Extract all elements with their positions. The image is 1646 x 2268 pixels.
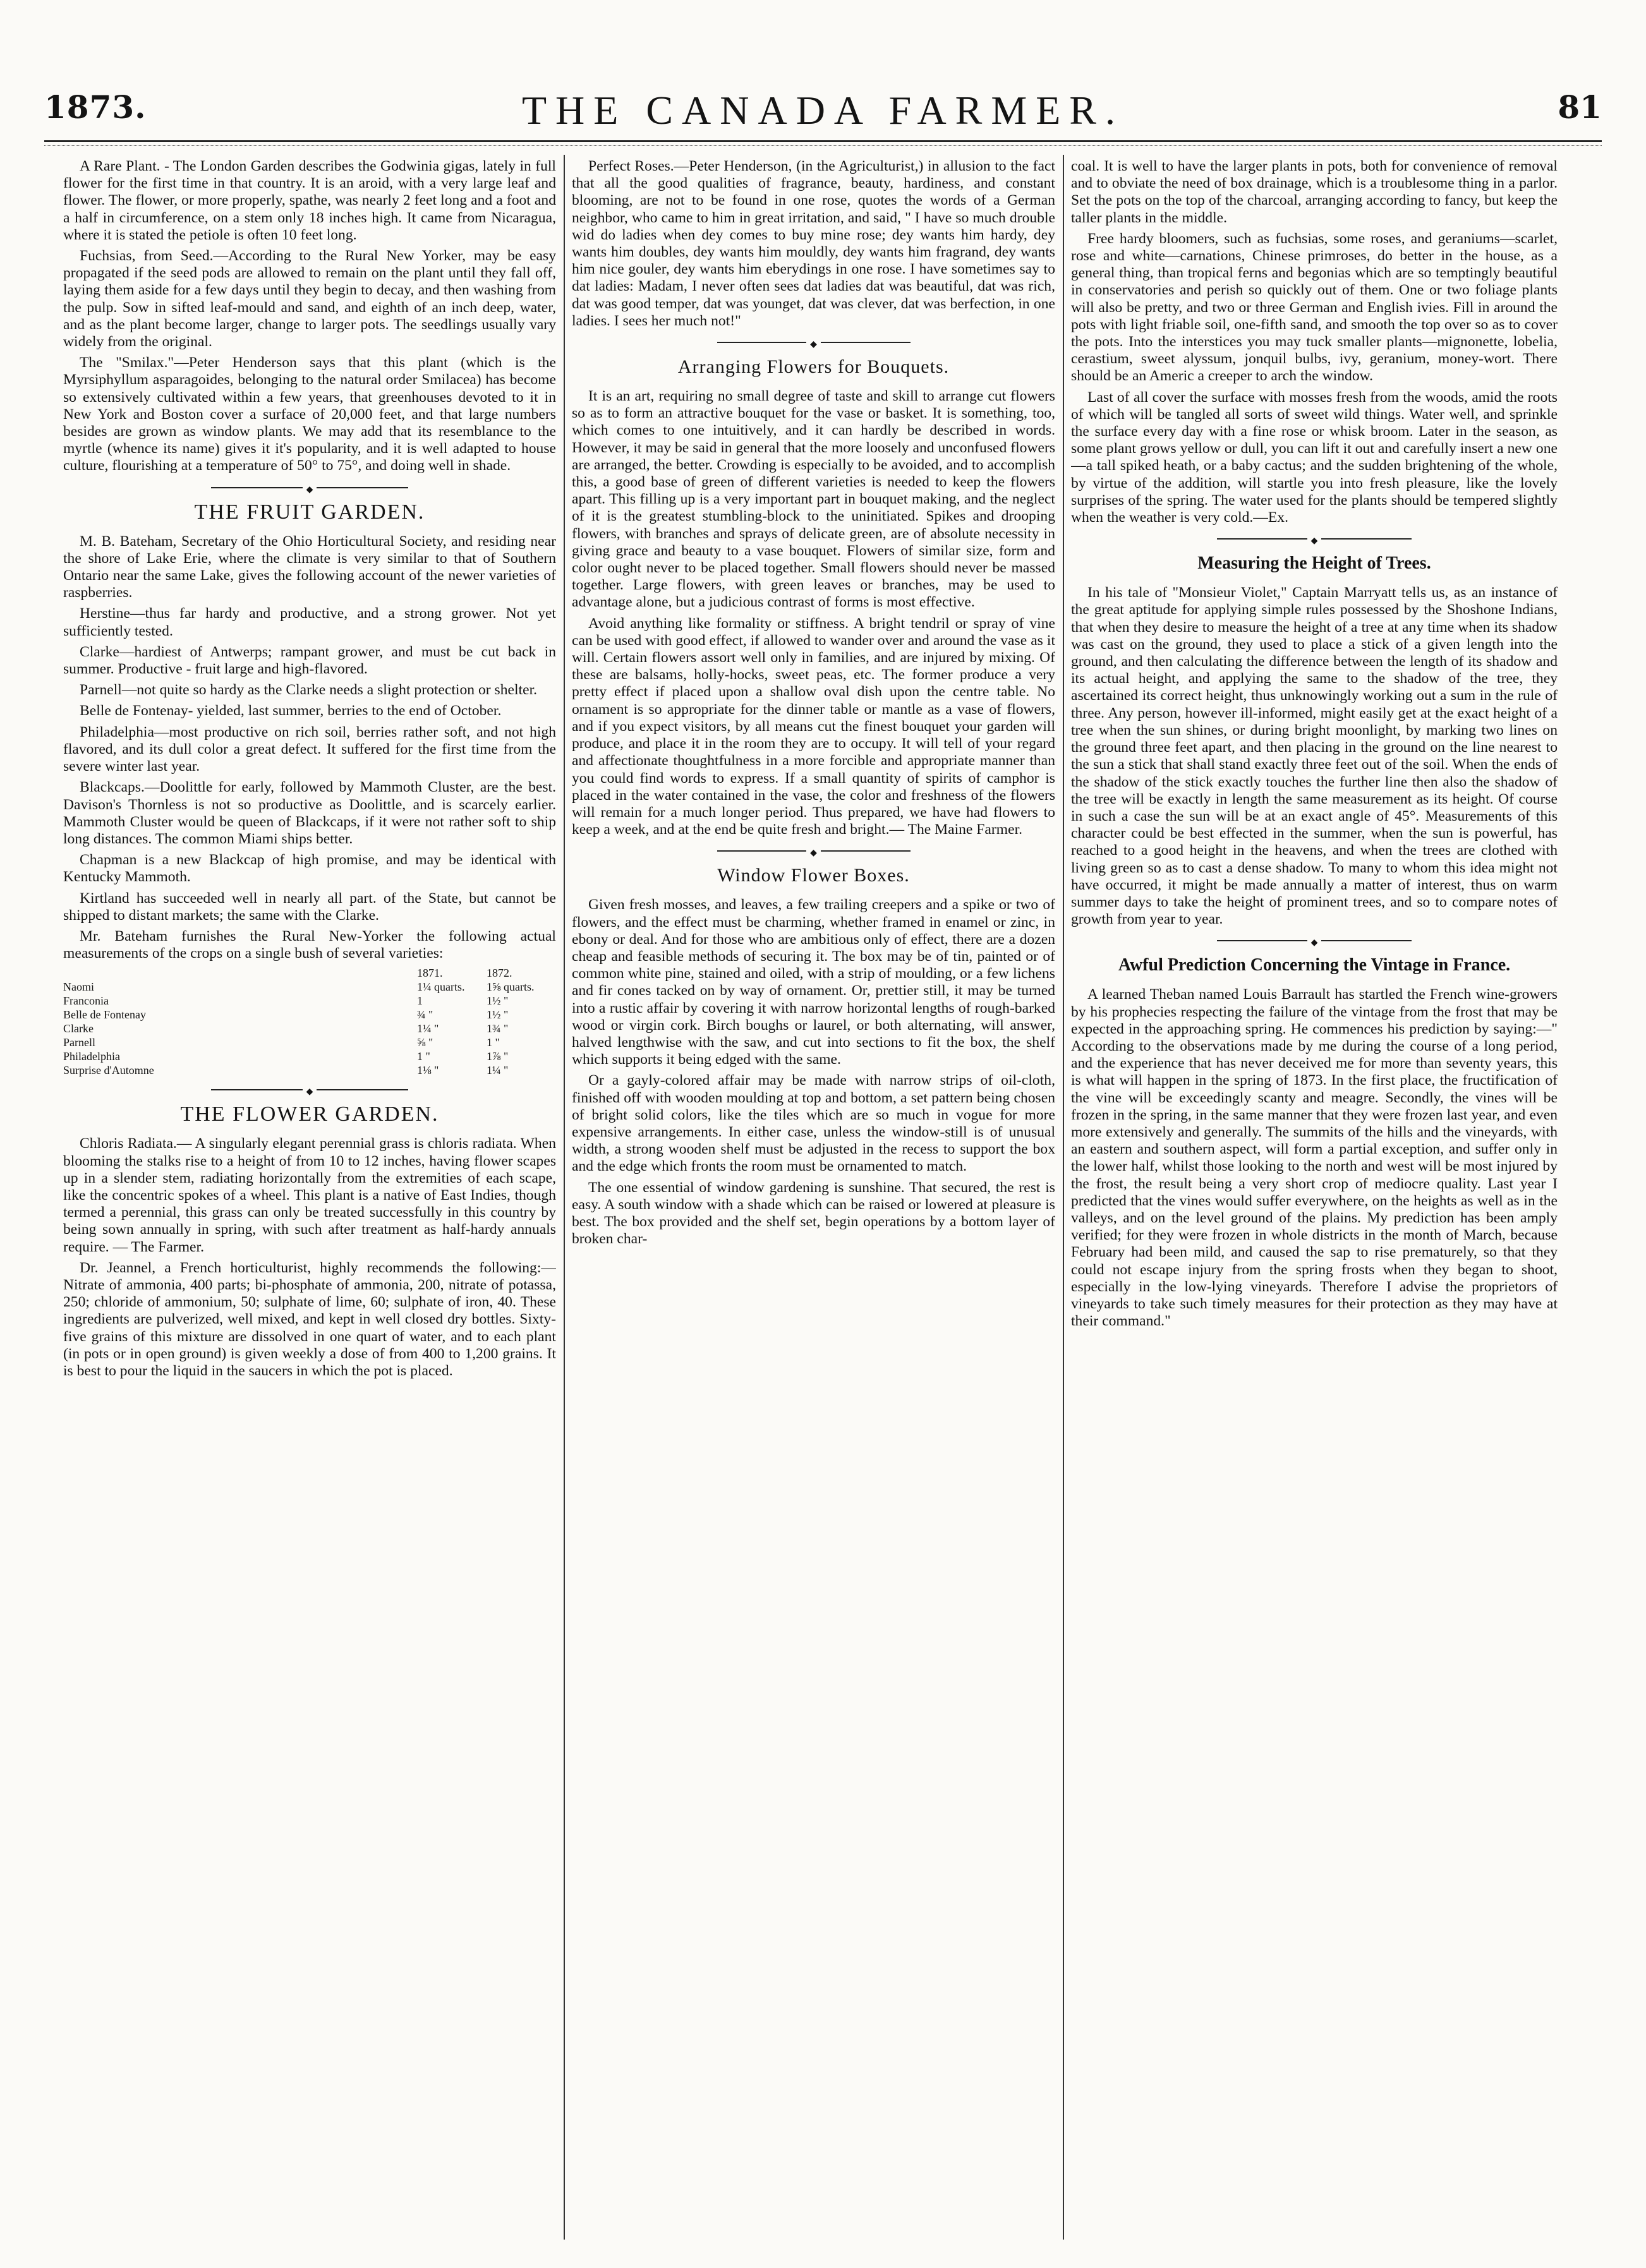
- article-perfect-roses: Perfect Roses.—Peter Henderson, (in the Agriculturist,) in allusion to the fact that all the good qualities of fragrance, beauty, hardiness, and constant blooming, are not to be found in one rose, quotes the words of a German neighbor, who came to him in great irritation, and said, " I have so much drouble wid do ladies when dey comes to buy mine rose; dey wants him hardy, dey wants him doubles, dey wants him mouldly, dey wants him fragrand, dey wants him nice gouler, dey wants him eberydings in one rose. I have sometimes say to dat ladies: Madam, I never often sees dat ladies dat was beautiful, dat was rich, dat was good temper, dat was younget, dat was clever, dat was berfection, in one ladies. I sees her much not!": [572, 158, 1055, 329]
- yield-value: 1⅛ ": [417, 1064, 439, 1077]
- yield-table: [63, 966, 556, 1077]
- page-number: 81: [1558, 88, 1602, 126]
- yield-variety: Clarke: [63, 1022, 94, 1035]
- column-3: [1071, 158, 1558, 2243]
- yield-row: [63, 1022, 556, 1035]
- section-ornament: [1071, 534, 1558, 543]
- yield-value: 1: [417, 994, 423, 1008]
- yield-year: 1872.: [487, 967, 512, 980]
- yield-variety: Parnell: [63, 1036, 95, 1049]
- bateham-note: Mr. Bateham furnishes the Rural New-Yorker the following actual measurements of the crops on a single bush of several varieties:: [63, 927, 556, 962]
- section-ornament: [1071, 936, 1558, 944]
- yield-value: 1¼ quarts.: [417, 980, 465, 994]
- article-rare-plant: A Rare Plant. - The London Garden describes the Godwinia gigas, lately in full flower for the first time in that country. It is an aroid, with a very large leaf and flower. The flower, or more properly, spathe, was nearly 2 feet long and a foot and a half in circumference, on a stem only 18 inches high. It came from Nicaragua, where it is stated the petiole is often 10 feet long.: [63, 158, 556, 243]
- variety-kirtland: Kirtland has succeeded well in nearly all part. of the State, but cannot be shipped to distant markets; the same with the Clarke.: [63, 890, 556, 924]
- column-divider: [564, 155, 565, 2240]
- section-heading-trees: Measuring the Height of Trees.: [1197, 553, 1431, 574]
- window-paragraph: Last of all cover the surface with mosses fresh from the woods, amid the roots of which will be tangled all sorts of sweet wild things. Water well, and sprinkle the surface every day with a fine rose or whisk broom. Later in the season, as some plant grows yellow or dull, you can lift it out and carefully insert a new one—a tall spiked heath, or a baby cactus; and the sudden brightening of the whole, by virtue of the addition, will startle you into fresh pleasure, like the lovely surprises of the spring. The water used for the plants should be tempered slightly when the weather is very cold.—Ex.: [1071, 389, 1558, 526]
- yield-variety: Belle de Fontenay: [63, 1008, 146, 1022]
- window-paragraph: Free hardy bloomers, such as fuchsias, some roses, and geraniums—scarlet, rose and white—carnations, Chinese primroses, do better in the house, as a general thing, than tropical ferns and begonias which are so temptingly beautiful in conservatories and perish so quickly out of them. One or two foliage plants will also be pretty, and two or three German and English ivies. Fill in around the pots with light friable soil, one-fifth sand, and smooth the top over so as to cover the pots. Into the interstices you may tuck smaller plants—mignonette, lobelia, cerastium, sweet alyssum, jonquil bulbs, ivy, geranium, money-wort. There should be an Americ a creeper to arch the window.: [1071, 230, 1558, 385]
- yield-table-header: [63, 966, 556, 980]
- window-paragraph: The one essential of window gardening is sunshine. That secured, the rest is easy. A south window with a shade which can be raised or lowered at pleasure is best. The box provided and the shelf set, begin operations by a bottom layer of broken char-: [572, 1179, 1055, 1248]
- yield-year: 1871.: [417, 967, 443, 980]
- section-heading-fruit-garden: THE FRUIT GARDEN.: [194, 500, 425, 524]
- variety-belle: Belle de Fontenay- yielded, last summer, berries to the end of October.: [80, 703, 502, 720]
- variety-blackcaps: Blackcaps.—Doolittle for early, followed by Mammoth Cluster, are the best. Davison's Thornless is not so productive as Doolittle, and is scarcely earlier. Mammoth Cluster would be queen of Blackcaps, if it were not rather soft to ship long distances. The common Miami ships better.: [63, 779, 556, 847]
- yield-row: [63, 994, 556, 1008]
- header-rule: [44, 140, 1602, 142]
- yield-value: 1¼ ": [417, 1022, 439, 1035]
- yield-variety: Philadelphia: [63, 1050, 120, 1063]
- yield-value: 1 ": [417, 1050, 430, 1063]
- yield-value: 1⅞ ": [487, 1050, 509, 1063]
- section-heading-window-boxes: Window Flower Boxes.: [717, 865, 910, 886]
- masthead-title: THE CANADA FARMER.: [521, 88, 1125, 133]
- column-2: [572, 158, 1055, 2243]
- section-ornament: [63, 483, 556, 492]
- window-continued: coal. It is well to have the larger plants in pots, both for convenience of removal and to obviate the need of box drainage, which is a troublesome thing in a parlor. Set the pots on the top of the charcoal, arranging according to fancy, but keep the taller plants in the middle.: [1071, 158, 1558, 226]
- variety-clarke: Clarke—hardiest of Antwerps; rampant grower, and must be cut back in summer. Productive - fruit large and high-flavored.: [63, 643, 556, 678]
- header-year: 1873.: [44, 88, 147, 126]
- article-smilax: The "Smilax."—Peter Henderson says that this plant (which is the Myrsiphyllum asparagoides, belonging to the natural order Smilacea) has become so extensively cultivated within a few years, that greenhouses devoted to it in New York and Boston cover a surface of 20,000 feet, and that large numbers besides are grown as window plants. We may add that its resemblance to the myrtle (whence its name) gives it it's popularity, and it is well adapted to house culture, flourishing at a temperature of 50° to 75°, and doing well in shade.: [63, 354, 556, 474]
- yield-value: 1½ ": [487, 1008, 509, 1022]
- window-paragraph: Given fresh mosses, and leaves, a few trailing creepers and a spike or two of flowers, and the effect must be charming, whether framed in enamel or zinc, in ebony or deal. And for those who are ambitious only of effect, there are a dozen cheap and feasible methods of securing it. The box may be of tin, painted or of common white pine, stained and oiled, with a strip of moulding, or a few lichens and fir cones tacked on by way of ornament. Or, prettier still, it may be turned into a rustic affair by covering it with narrow horizontal lengths of rough-barked wood or virgin cork. Birch boughs or laurel, or both alternating, will answer, halved lengthwise with the saw, and cut into sections to fit the box, the shelf which supports it being edged with the same.: [572, 896, 1055, 1068]
- section-ornament: [63, 1085, 556, 1094]
- yield-row: [63, 980, 556, 994]
- yield-value: 1¾ ": [487, 1022, 509, 1035]
- column-divider: [1063, 155, 1064, 2240]
- fruit-intro: M. B. Bateham, Secretary of the Ohio Horticultural Society, and residing near the shore of Lake Erie, where the climate is very similar to that of Southern Ontario near the same Lake, gives the following account of the newer varieties of raspberries.: [63, 533, 556, 601]
- yield-value: 1½ ": [487, 994, 509, 1008]
- yield-value: 1¼ ": [487, 1064, 509, 1077]
- section-ornament: [572, 337, 1055, 346]
- article-fuchsias: Fuchsias, from Seed.—According to the Rural New Yorker, may be easy propagated if the seed pods are allowed to remain on the plant until they fall off, laying them aside for a few days until they begin to decay, and then washing from the pulp. Sow in sifted leaf-mould and sand, and eighth of an inch deep, water, and as the plant become larger, change to larger pots. The seedlings usually vary widely from the original.: [63, 248, 556, 351]
- section-ornament: [572, 846, 1055, 855]
- yield-value: ⅝ ": [417, 1036, 433, 1049]
- yield-value: ¾ ": [417, 1008, 433, 1022]
- section-heading-flower-garden: THE FLOWER GARDEN.: [180, 1102, 439, 1126]
- bouquets-paragraph: It is an art, requiring no small degree of taste and skill to arrange cut flowers so as to form an attractive bouquet for the vase or basket. It is something, too, which comes to one intuitively, and it can hardly be described in words. However, it may be said in general that the more loosely and unconfused flowers are arranged, the better. Crowding is especially to be avoided, and to accomplish this, a good base of green of different varieties is needed to keep the flowers apart. This filling up is a very important part in bouquet making, and the neglect of it is the greatest stumbling-block to the uninitiated. Spikes and drooping flowers, with branches and sprays of delicate green, are of absolute necessity in giving grace and beauty to a vase bouquet. Flowers of similar size, form and color ought never to be placed together. Small flowers should never be massed together. Large flowers, with green leaves or branches, may be used to advantage alone, but a judicious contrast of forms is most effective.: [572, 388, 1055, 611]
- vintage-paragraph: A learned Theban named Louis Barrault has startled the French wine-growers by his prophecies respecting the failure of the vintage from the frost that may be expected in the approaching spring. He commences his prediction by saying:—" According to the observations made by me during the course of a long period, and the experience that has never deceived me for more than seventy years, this is what will happen in the spring of 1873. In the first place, the fructification of the vine will be exceedingly scanty and meagre. Secondly, the vines will be frozen in the spring, in the same manner that they were frozen last year, and even more extensively and generally. The summits of the hills and the vineyards, with an eastern and southern aspect, will form a partial exception, and suffer only in the lower half, whilst those looking to the north and west will be most injured by the frost, the result being a very short crop of mediocre quality. Last year I predicted that the vines would suffer everywhere, on the heights as well as in the valleys, and on the level ground of the plains. My prediction has been amply verified; for they were frozen in whole districts in the month of March, because February had been mild, and caused the sap to rise prematurely, so that they could not escape injury from the spring frosts when they began to shoot, especially in the low-lying vineyards. Therefore I advise the proprietors of vineyards to take such timely measures for their protection as they may have at their command.": [1071, 986, 1558, 1330]
- variety-herstine: Herstine—thus far hardy and productive, and a strong grower. Not yet sufficiently tested.: [63, 605, 556, 639]
- header-dotted-rule: [44, 145, 1602, 146]
- article-jeannel: Dr. Jeannel, a French horticulturist, highly recommends the following:—Nitrate of ammonia, 400 parts; bi-phosphate of ammonia, 200, nitrate of potassa, 250; chloride of ammonium, 50; sulphate of lime, 60; sulphate of iron, 40. These ingredients are pulverized, well mixed, and kept in well closed dry bottles. Sixty-five grains of this mixture are dissolved in one quart of water, and to each plant (in pots or in open ground) is given weekly a dose of from 400 to 1,200 grains. It is best to pour the liquid in the saucers in which the pot is placed.: [63, 1259, 556, 1379]
- yield-variety: Naomi: [63, 980, 94, 994]
- variety-parnell: Parnell—not quite so hardy as the Clarke needs a slight protection or shelter.: [80, 682, 538, 699]
- yield-variety: Franconia: [63, 994, 109, 1008]
- variety-philadelphia: Philadelphia—most productive on rich soil, berries rather soft, and not high flavored, and its dull color a great defect. It suffered for the first time from the severe winter last year.: [63, 723, 556, 775]
- bouquets-paragraph: Avoid anything like formality or stiffness. A bright tendril or spray of vine can be used with good effect, if allowed to wander over and around the vase as it will. Certain flowers assort well only in families, and are injured by mixing. Of these are balsams, holly-hocks, sweet peas, etc. The former produce a very pretty effect if placed upon a shallow oval dish upon the centre table. No ornament is so appropriate for the dinner table or mantle as a vase of flowers, and if you expect visitors, by all means cut the finest bouquet your garden will produce, and place it in the room they are to occupy. It will tell of your regard and affectionate thoughtfulness in a more forcible and appropriate manner than you could find words to express. If a small quantity of spirits of camphor is placed in the water contained in the vase, the color and freshness of the flowers will remain for a much longer period. Thus prepared, we have had flowers to keep a week, and at the end be quite fresh and bright.— The Maine Farmer.: [572, 615, 1055, 838]
- yield-row: [63, 1008, 556, 1022]
- section-heading-bouquets: Arranging Flowers for Bouquets.: [677, 356, 950, 378]
- trees-paragraph: In his tale of "Monsieur Violet," Captain Marryatt tells us, as an instance of the great aptitude for applying simple rules possessed by the Shoshone Indians, that when they desire to measure the height of a tree at any time when its shadow was cast on the ground, they used to place a stick of a given length into the ground, and then calculating the difference between the length of its shadow and its actual height, and applying the same to the shadow of the tree, they ascertained its correct height, thus unknowingly working out a sum in the rule of three. Any person, however ill-informed, might easily get at the exact height of a tree when the sun shines, or during bright moonlight, by marking two lines on the ground three feet apart, and then placing in the ground on the line nearest to the sun a stick that shall stand exactly three feet out of the soil. When the ends of the shadow of the stick exactly touches the further line then also the shadow of the tree will be exactly in length the same measurement as its height. Of course in such a case the sun will be at an exact angle of 45°. Measurements of this character could be best effected in the summer, when the sun is powerful, has reached to a good height in the heavens, and when the trees are clothed with living green so as to cast a dense shadow. To many to whom this idea might not have occurred, it might be made annually a matter of interest, thus on warm summer days to take the height of prominent trees, and so to compare notes of growth from year to year.: [1071, 584, 1558, 928]
- section-heading-vintage: Awful Prediction Concerning the Vintage in France.: [1118, 955, 1511, 975]
- page-header: [44, 82, 1602, 145]
- yield-row: [63, 1063, 556, 1077]
- window-paragraph: Or a gayly-colored affair may be made with narrow strips of oil-cloth, finished off with wooden moulding at top and bottom, a set pattern being chosen of bright solid colors, like the tiles which are so much in vogue for more expensive arrangements. In either case, unless the window-still is of unusual width, a strong wooden shelf must be adjusted in the recess to support the box and the edge which fronts the room must be ornamented to match.: [572, 1072, 1055, 1175]
- yield-row: [63, 1035, 556, 1049]
- column-1: [63, 158, 556, 2243]
- variety-chapman: Chapman is a new Blackcap of high promise, and may be identical with Kentucky Mammoth.: [63, 852, 556, 886]
- yield-value: 1⅝ quarts.: [487, 980, 535, 994]
- yield-row: [63, 1049, 556, 1063]
- yield-value: 1 ": [487, 1036, 500, 1049]
- yield-variety: Surprise d'Automne: [63, 1064, 154, 1077]
- article-chloris: Chloris Radiata.— A singularly elegant perennial grass is chloris radiata. When blooming the stalks rise to a height of from 10 to 12 inches, having flower scapes up in a slender stem, radiating horizontally from the extremities of each scape, like the concentric spokes of a wheel. This plant is a native of East Indies, though termed a perennial, this grass can only be treated successfully in this country by being sown annually in spring, with such after treatment as half-hardy annuals require. — The Farmer.: [63, 1135, 556, 1255]
